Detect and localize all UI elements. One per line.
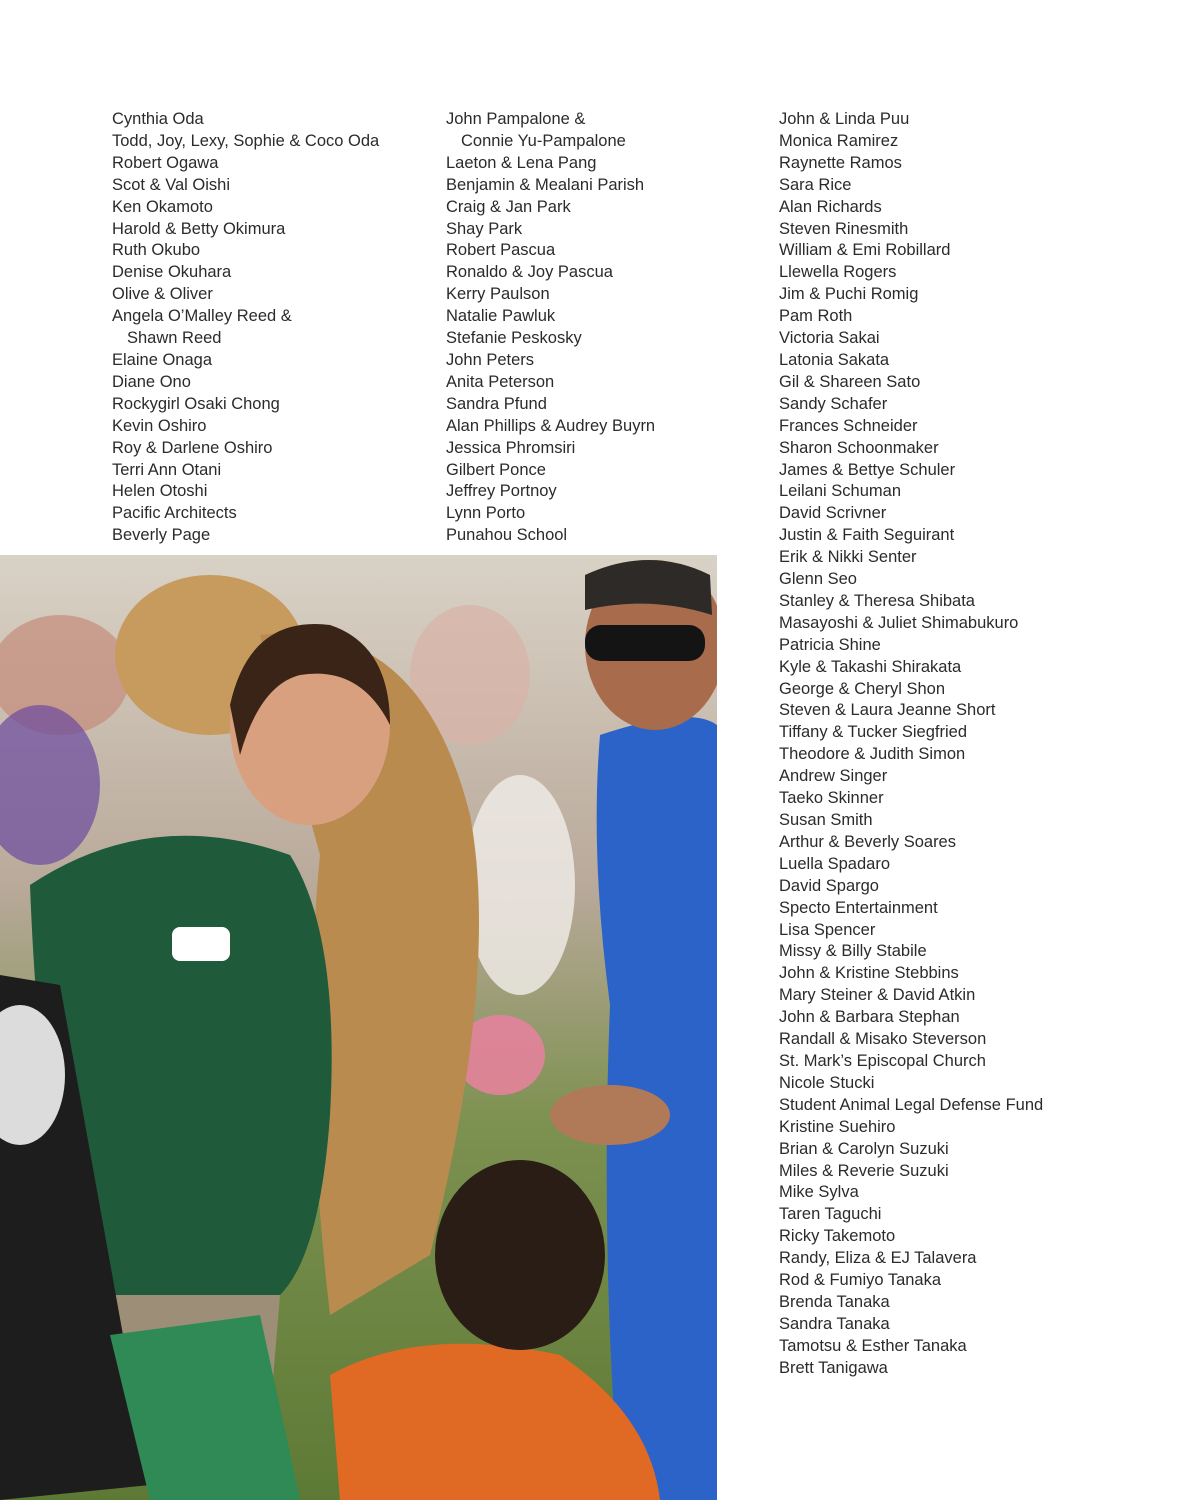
donor-name: Mike Sylva [779,1183,859,1202]
donor-name: Rockygirl Osaki Chong [112,394,280,413]
donor-name: Lynn Porto [446,504,526,523]
donor-name: Student Animal Legal Defense Fund [779,1095,1044,1114]
donor-name: Robert Pascua [446,241,556,260]
donor-name: David Scrivner [779,504,887,523]
donor-name: Brian & Carolyn Suzuki [779,1139,949,1158]
donor-name: Helen Otoshi [112,482,208,501]
donor-name: Ricky Takemoto [779,1227,896,1246]
donor-name: Kevin Oshiro [112,416,207,435]
donor-name: Todd, Joy, Lexy, Sophie & Coco Oda [112,131,380,150]
donor-name: Natalie Pawluk [446,307,556,326]
donor-name: Punahou School [446,526,568,545]
donor-name: Llewella Rogers [779,263,897,282]
donor-name: Stefanie Peskosky [446,329,582,348]
donor-name: Sandra Pfund [446,394,547,413]
donor-name: Kristine Suehiro [779,1117,896,1136]
donor-name: Taren Taguchi [779,1205,882,1224]
donor-name: Gilbert Ponce [446,460,546,479]
donor-name: John Peters [446,350,535,369]
donor-name-continued: Connie Yu-Pampalone [461,131,626,150]
donor-name: Kyle & Takashi Shirakata [779,657,962,676]
donor-name: Arthur & Beverly Soares [779,832,956,851]
donor-list-column-1 [112,109,379,547]
donor-name: Pam Roth [779,307,853,326]
donor-name: Leilani Schuman [779,482,901,501]
donor-name: Laeton & Lena Pang [446,153,597,172]
donor-name: Pacific Architects [112,504,237,523]
donor-name: Steven Rinesmith [779,219,909,238]
donor-name: Randall & Misako Steverson [779,1030,987,1049]
donor-name: Sharon Schoonmaker [779,438,939,457]
donor-name: Ken Okamoto [112,197,213,216]
donor-list-column-3 [779,109,1043,1380]
donor-name: Ronaldo & Joy Pascua [446,263,613,282]
donor-name: William & Emi Robillard [779,241,951,260]
donor-name: John Pampalone & [446,110,586,128]
donor-name: Specto Entertainment [779,898,938,917]
donor-name: Gil & Shareen Sato [779,372,921,391]
donor-name: Monica Ramirez [779,131,899,150]
donor-name: Luella Spadaro [779,854,891,873]
donor-name: Cynthia Oda [112,110,204,128]
donor-name: Sandy Schafer [779,394,888,413]
donor-name: Justin & Faith Seguirant [779,526,955,545]
donor-name: Anita Peterson [446,372,555,391]
donor-name: Sandra Tanaka [779,1314,890,1333]
donor-name: Rod & Fumiyo Tanaka [779,1271,942,1290]
donor-name: Tiffany & Tucker Siegfried [779,723,968,742]
donor-name: Shay Park [446,219,523,238]
donor-name: Patricia Shine [779,635,881,654]
donor-name: Robert Ogawa [112,153,219,172]
donor-name: Miles & Reverie Suzuki [779,1161,949,1180]
donor-name: Brenda Tanaka [779,1292,890,1311]
donor-name: Alan Phillips & Audrey Buyrn [446,416,656,435]
donor-name: Ruth Okubo [112,241,201,260]
donor-name: Missy & Billy Stabile [779,942,927,961]
donor-name: Tamotsu & Esther Tanaka [779,1336,967,1355]
donor-name: Theodore & Judith Simon [779,745,966,764]
donor-name: Terri Ann Otani [112,460,222,479]
donor-name: Jeffrey Portnoy [446,482,557,501]
donor-name: John & Kristine Stebbins [779,964,959,983]
donor-name: Mary Steiner & David Atkin [779,986,976,1005]
donor-name: John & Barbara Stephan [779,1008,960,1027]
donor-name: George & Cheryl Shon [779,679,946,698]
donor-name: Susan Smith [779,811,873,829]
donor-name: Roy & Darlene Oshiro [112,438,273,457]
donor-name: Raynette Ramos [779,153,902,172]
donor-name: Jessica Phromsiri [446,438,576,457]
donor-name: Brett Tanigawa [779,1358,888,1377]
donor-name: Elaine Onaga [112,350,212,369]
donor-list-column-2 [446,109,655,547]
donor-name: Randy, Eliza & EJ Talavera [779,1249,977,1268]
donor-name: Taeko Skinner [779,789,884,808]
donor-name: Lisa Spencer [779,920,876,939]
donor-name: Olive & Oliver [112,285,213,304]
donor-name: Stanley & Theresa Shibata [779,591,975,610]
donor-name: Denise Okuhara [112,263,232,282]
donor-name: David Spargo [779,876,879,895]
donor-name: Kerry Paulson [446,285,550,304]
donor-name: Alan Richards [779,197,882,216]
donor-name: Glenn Seo [779,570,857,589]
donor-name: Harold & Betty Okimura [112,219,286,238]
donor-name: Andrew Singer [779,767,888,786]
donor-name: Nicole Stucki [779,1073,875,1092]
donor-name: Masayoshi & Juliet Shimabukuro [779,613,1019,632]
donor-name: James & Bettye Schuler [779,460,956,479]
donor-name: Scot & Val Oishi [112,175,230,194]
donor-name: Erik & Nikki Senter [779,548,917,567]
donor-name: Craig & Jan Park [446,197,571,216]
donor-name-continued: Shawn Reed [127,329,222,348]
event-photo [0,555,717,1500]
donor-name: St. Mark’s Episcopal Church [779,1051,986,1070]
donor-name: Latonia Sakata [779,350,890,369]
donor-name: Benjamin & Mealani Parish [446,175,645,194]
donor-name: Victoria Sakai [779,329,880,348]
donor-name: Diane Ono [112,372,191,391]
donor-name: Beverly Page [112,526,211,545]
donor-name: Jim & Puchi Romig [779,285,919,304]
donor-name: Steven & Laura Jeanne Short [779,701,996,720]
donor-name: John & Linda Puu [779,110,910,128]
donor-name: Frances Schneider [779,416,918,435]
donor-name: Angela O’Malley Reed & [112,307,292,326]
donor-name: Sara Rice [779,175,852,194]
